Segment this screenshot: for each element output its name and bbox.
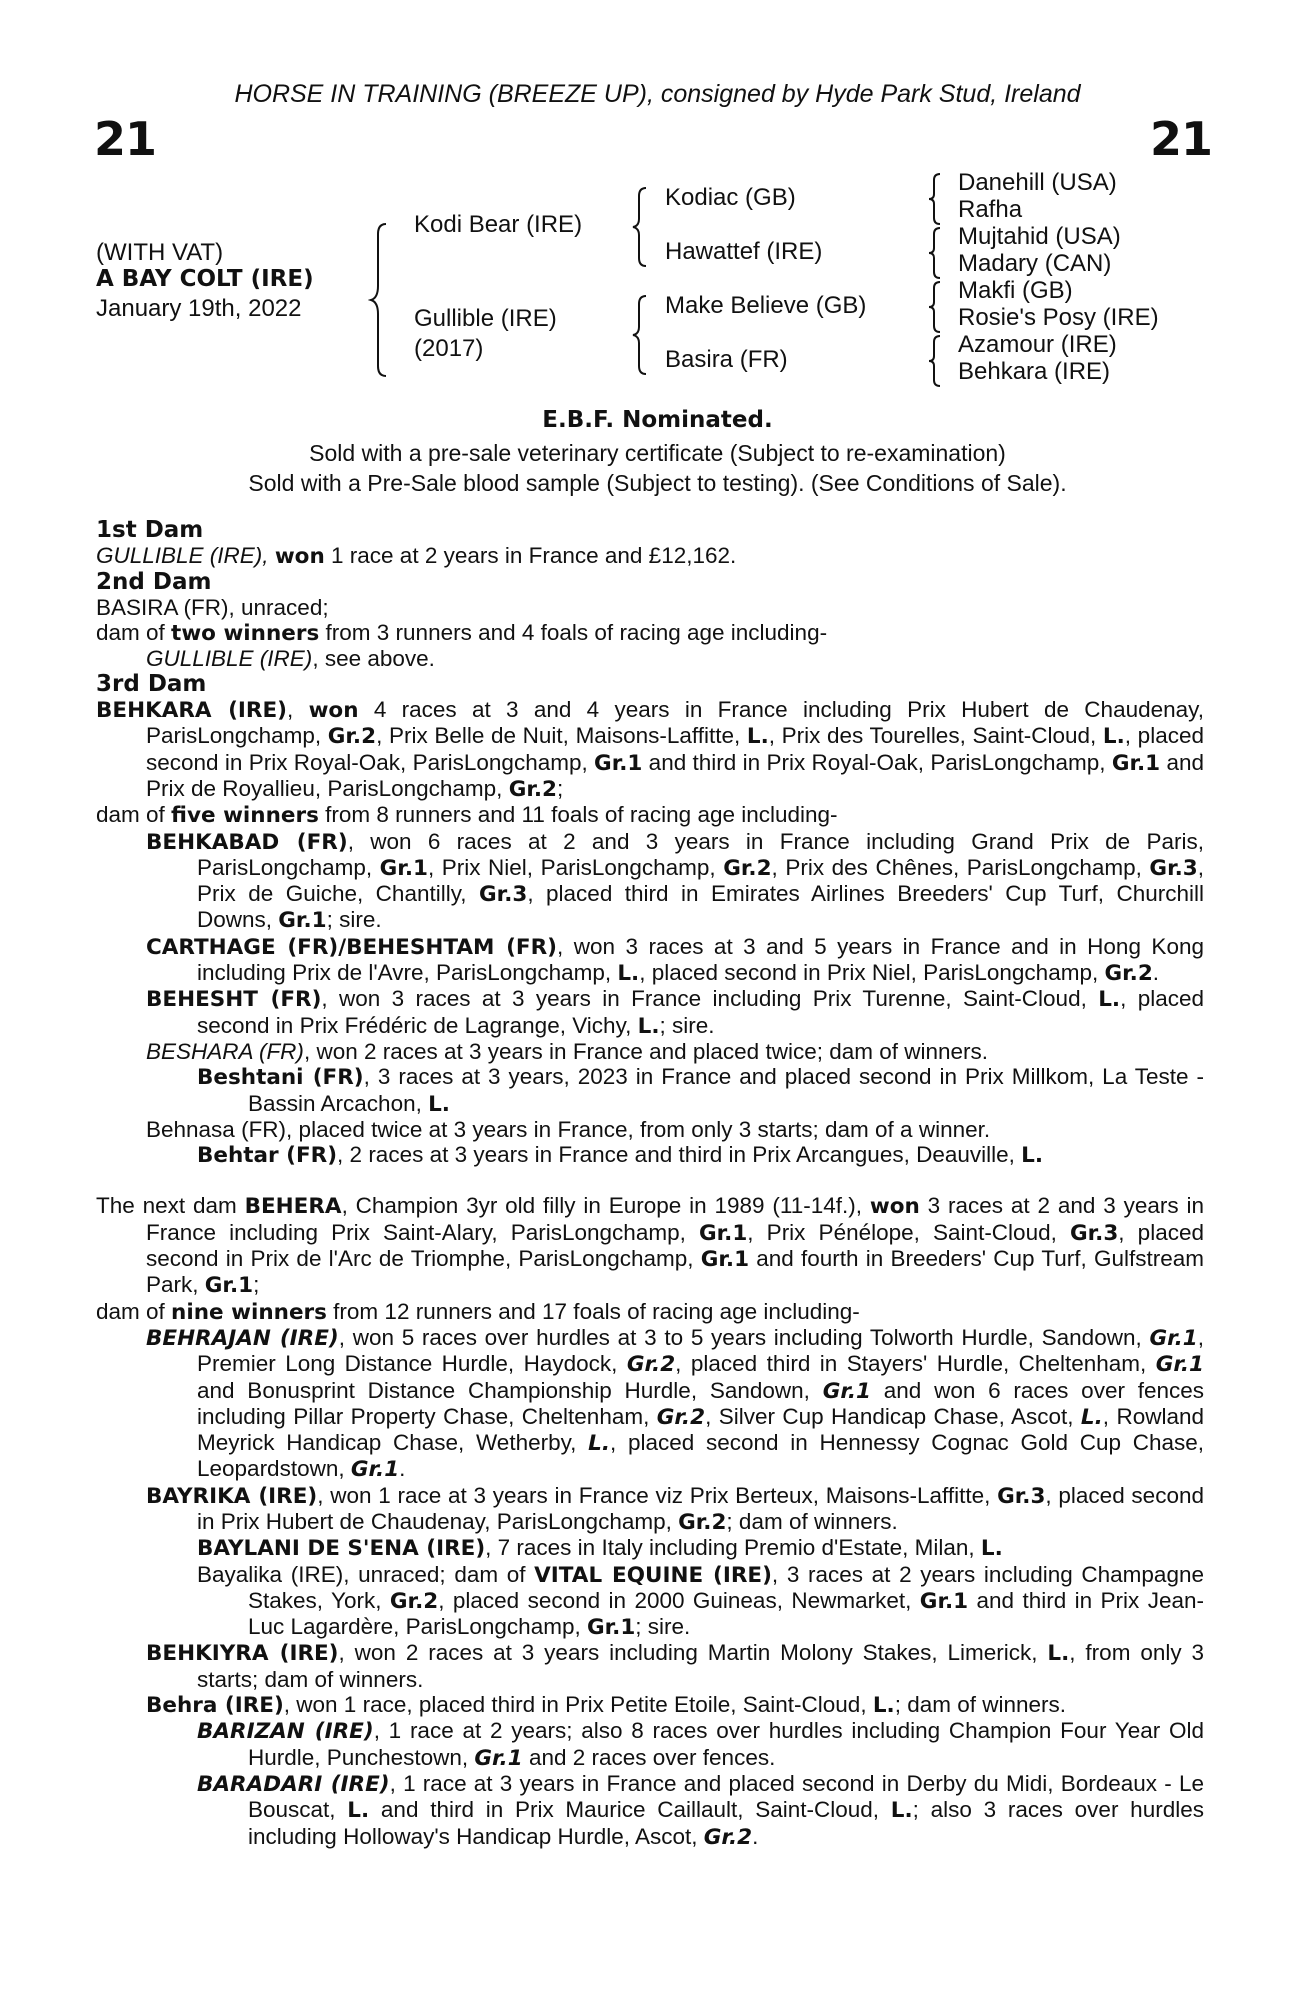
produce-carthage: CARTHAGE (FR)/BEHESHTAM (FR), won 3 races at 3 and 5 years in France and in Hong Kong including Prix de l'Avre, ParisLongchamp, L., placed second in Prix Niel, ParisLongchamp, Gr.2.	[146, 933, 1204, 987]
brace-gen1	[368, 222, 398, 378]
gen3-hawattef: Hawattef (IRE)	[665, 238, 823, 265]
third-dam-heading: 3rd Dam	[96, 670, 207, 697]
produce-baylani-de-sena: BAYLANI DE S'ENA (IRE), 7 races in Italy including Premio d'Estate, Milan, L.	[197, 1535, 1003, 1562]
blood-sample-note: Sold with a Pre-Sale blood sample (Subject to testing). (See Conditions of Sale).	[248, 470, 1067, 496]
produce-behkabad: BEHKABAD (FR), won 6 races at 2 and 3 years in France including Grand Prix de Paris, ParisLongchamp, Gr.1, Prix Niel, ParisLongchamp, Gr.2, Prix des Chênes, ParisLongchamp, Gr.3, Prix de Guiche, Chantilly, Gr.3, placed third in Emirates Airlines Breeders' Cup Turf, Churchill Downs, Gr.1; sire.	[146, 828, 1204, 934]
dam-name: Gullible (IRE)	[414, 305, 557, 332]
catalogue-body	[96, 518, 1204, 1850]
produce-behrajan: BEHRAJAN (IRE), won 5 races over hurdles at 3 to 5 years including Tolworth Hurdle, Sandown, Gr.1, Premier Long Distance Hurdle, Haydock, Gr.2, placed third in Stayers' Hurdle, Cheltenham, Gr.1 and Bonusprint Distance Championship Hurdle, Sandown, Gr.1 and won 6 races over fences including Pillar Property Chase, Cheltenham, Gr.2, Silver Cup Handicap Chase, Ascot, L., Rowland Meyrick Handicap Chase, Wetherby, L., placed second in Hennessy Cognac Gold Cup Chase, Leopardstown, Gr.1.	[146, 1324, 1205, 1483]
dam-year: (2017)	[414, 335, 484, 362]
produce-beshara: BESHARA (FR), won 2 races at 3 years in France and placed twice; dam of winners.	[146, 1038, 989, 1064]
third-dam-produce-summary: dam of five winners from 8 runners and 11 foals of racing age including-	[96, 802, 838, 829]
produce-behra: Behra (IRE), won 1 race, placed third in Prix Petite Etoile, Saint-Cloud, L.; dam of winners.	[146, 1692, 1067, 1719]
produce-gullible: GULLIBLE (IRE), see above.	[146, 646, 435, 672]
vet-certificate-note: Sold with a pre-sale veterinary certificate (Subject to re-examination)	[309, 440, 1006, 466]
produce-bayrika: BAYRIKA (IRE), won 1 race at 3 years in France viz Prix Berteux, Maisons-Laffitte, Gr.3, placed second in Prix Hubert de Chaudenay, ParisLongchamp, Gr.2; dam of winners.	[146, 1482, 1204, 1535]
produce-behtar: Behtar (FR), 2 races at 3 years in France and third in Prix Arcangues, Deauville, L.	[197, 1142, 1044, 1169]
gen3-basira: Basira (FR)	[665, 346, 788, 373]
gen4-makfi: Makfi (GB)	[958, 277, 1073, 304]
foaling-date: January 19th, 2022	[96, 295, 302, 322]
gen4-madary: Madary (CAN)	[958, 250, 1112, 277]
next-dam-produce-summary: dam of nine winners from 12 runners and 17 foals of racing age including-	[96, 1298, 860, 1325]
lot-number-right: 21	[1150, 112, 1213, 166]
first-dam-heading: 1st Dam	[96, 517, 204, 543]
brace-g3-4	[926, 334, 946, 388]
vat-note: (WITH VAT)	[96, 239, 224, 266]
gen3-make-believe: Make Believe (GB)	[665, 292, 867, 319]
brace-g3-2	[926, 226, 946, 280]
produce-beshtani: Beshtani (FR), 3 races at 3 years, 2023 in France and placed second in Prix Millkom, La Teste - Bassin Arcachon, L.	[197, 1064, 1204, 1117]
gen4-azamour: Azamour (IRE)	[958, 331, 1117, 358]
second-dam-heading: 2nd Dam	[96, 568, 212, 595]
gen4-behkara: Behkara (IRE)	[958, 358, 1111, 385]
next-dam-entry: The next dam BEHERA, Champion 3yr old filly in Europe in 1989 (11-14f.), won 3 races at 2 and 3 years in France including Prix Saint-Alary, ParisLongchamp, Gr.1, Prix Pénélope, Saint-Cloud, Gr.3, placed second in Prix de l'Arc de Triomphe, ParisLongchamp, Gr.1 and fourth in Breeders' Cup Turf, Gulfstream Park, Gr.1;	[96, 1193, 1204, 1299]
gen4-danehill: Danehill (USA)	[958, 169, 1117, 196]
produce-behnasa: Behnasa (FR), placed twice at 3 years in France, from only 3 starts; dam of a winner.	[146, 1116, 991, 1142]
produce-behesht: BEHESHT (FR), won 3 races at 3 years in France including Prix Turenne, Saint-Cloud, L., placed second in Prix Frédéric de Lagrange, Vichy, L.; sire.	[146, 986, 1204, 1039]
brace-g3-1	[926, 172, 946, 226]
ebf-nominated: E.B.F. Nominated.	[542, 407, 773, 433]
brace-g3-3	[926, 280, 946, 334]
first-dam-entry: GULLIBLE (IRE), won 1 race at 2 years in France and £12,162.	[96, 543, 737, 570]
produce-behkiyra: BEHKIYRA (IRE), won 2 races at 3 years including Martin Molony Stakes, Limerick, L., from only 3 starts; dam of winners.	[146, 1640, 1204, 1692]
horse-name: A BAY COLT (IRE)	[96, 266, 314, 292]
consignor-header: HORSE IN TRAINING (BREEZE UP), consigned by Hyde Park Stud, Ireland	[234, 80, 1081, 108]
second-dam-entry: BASIRA (FR), unraced;	[96, 594, 329, 620]
brace-dam	[630, 294, 654, 376]
gen3-kodiac: Kodiac (GB)	[665, 184, 796, 211]
brace-sire	[630, 186, 654, 268]
second-dam-produce-summary: dam of two winners from 3 runners and 4 foals of racing age including-	[96, 620, 828, 647]
gen4-rafha: Rafha	[958, 196, 1023, 223]
produce-bayalika: Bayalika (IRE), unraced; dam of VITAL EQUINE (IRE), 3 races at 2 years including Champagne Stakes, York, Gr.2, placed second in 2000 Guineas, Newmarket, Gr.1 and third in Prix Jean-Luc Lagardère, ParisLongchamp, Gr.1; sire.	[197, 1561, 1204, 1641]
gen4-rosies-posy: Rosie's Posy (IRE)	[958, 304, 1159, 331]
gen4-mujtahid: Mujtahid (USA)	[958, 223, 1121, 250]
produce-barizan: BARIZAN (IRE), 1 race at 2 years; also 8 races over hurdles including Champion Four Year Old Hurdle, Punchestown, Gr.1 and 2 races over fences.	[197, 1718, 1204, 1771]
produce-baradari: BARADARI (IRE), 1 race at 3 years in France and placed second in Derby du Midi, Bordeaux - Le Bouscat, L. and third in Prix Maurice Caillault, Saint-Cloud, L.; also 3 races over hurdles including Holloway's Handicap Hurdle, Ascot, Gr.2.	[197, 1770, 1204, 1850]
lot-number-left: 21	[94, 112, 157, 166]
sire-name: Kodi Bear (IRE)	[414, 211, 583, 238]
third-dam-entry: BEHKARA (IRE), won 4 races at 3 and 4 years in France including Prix Hubert de Chaudenay, ParisLongchamp, Gr.2, Prix Belle de Nuit, Maisons-Laffitte, L., Prix des Tourelles, Saint-Cloud, L., placed second in Prix Royal-Oak, ParisLongchamp, Gr.1 and third in Prix Royal-Oak, ParisLongchamp, Gr.1 and Prix de Royallieu, ParisLongchamp, Gr.2;	[96, 697, 1204, 802]
